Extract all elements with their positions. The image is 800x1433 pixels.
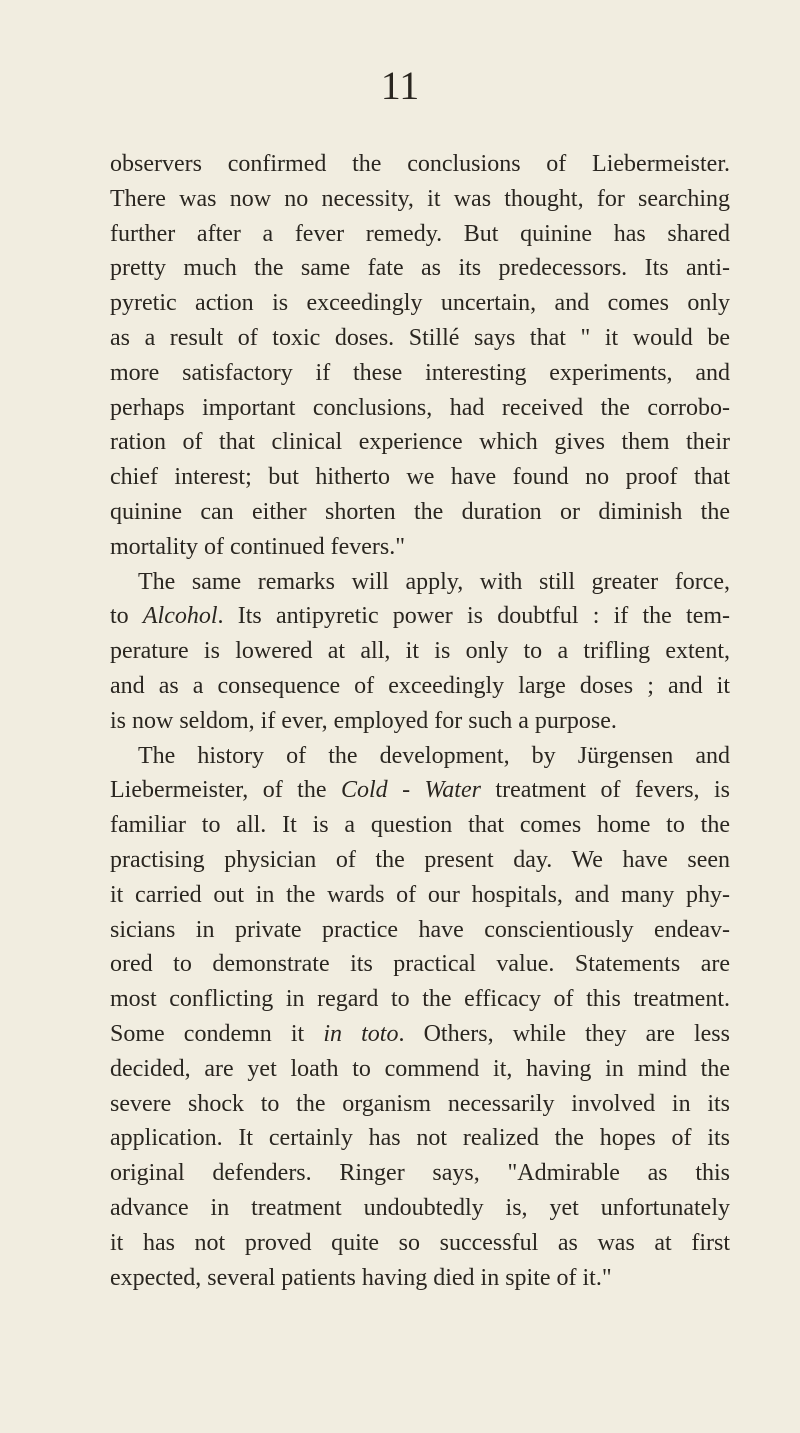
text-line: it has not proved quite so successful as was at first [110, 1229, 730, 1256]
text-line: and as a consequence of exceedingly large doses ; and it [110, 672, 730, 699]
text-line: The history of the development, by Jürgensen and [138, 742, 730, 769]
text-line: familiar to all. It is a question that comes home to the [110, 812, 730, 839]
text-line: observers confirmed the conclusions of Liebermeister. [110, 151, 730, 177]
text-line: is now seldom, if ever, employed for such a purpose. [110, 707, 617, 734]
text-line: pretty much the same fate as its predecessors. Its anti- [110, 255, 730, 282]
text-line: advance in treatment undoubtedly is, yet unfortunately [110, 1194, 730, 1221]
text-line: chief interest; but hitherto we have found no proof that [110, 464, 730, 491]
page-number: 11 [380, 63, 420, 108]
text-line: The same remarks will apply, with still greater force, [138, 568, 730, 595]
text-line: Some condemn it in toto. Others, while they are less [110, 1020, 730, 1047]
text-line: most conflicting in regard to the efficacy of this treatment. [110, 986, 730, 1013]
text-line: ration of that clinical experience which gives them their [110, 429, 730, 456]
text-line: practising physician of the present day. We have seen [110, 846, 730, 873]
text-line: severe shock to the organism necessarily involved in its [110, 1090, 730, 1117]
text-line: perature is lowered at all, it is only to a trifling extent, [110, 638, 730, 665]
text-line: There was now no necessity, it was thought, for searching [110, 185, 730, 212]
text-line: further after a fever remedy. But quinine has shared [110, 220, 730, 247]
text-line: application. It certainly has not realized the hopes of its [110, 1125, 730, 1152]
text-line: sicians in private practice have conscientiously endeav- [110, 916, 730, 943]
text-line: as a result of toxic doses. Stillé says that " it would be [110, 324, 730, 351]
text-line: original defenders. Ringer says, "Admirable as this [110, 1160, 730, 1187]
text-line: perhaps important conclusions, had received the corrobo- [110, 394, 730, 421]
text-line: it carried out in the wards of our hospitals, and many phy- [110, 881, 730, 908]
text-line: expected, several patients having died in spite of it." [110, 1264, 612, 1291]
text-line: pyretic action is exceedingly uncertain, and comes only [110, 290, 730, 317]
text-line: Liebermeister, of the Cold - Water treatment of fevers, is [110, 777, 730, 804]
text-line: ored to demonstrate its practical value. Statements are [110, 951, 730, 978]
text-line: quinine can either shorten the duration or diminish the [110, 498, 730, 525]
text-line: mortality of continued fevers." [110, 533, 406, 560]
body-text [110, 147, 730, 1295]
text-line: to Alcohol. Its antipyretic power is doubtful : if the tem- [110, 603, 731, 630]
text-line: decided, are yet loath to commend it, having in mind the [110, 1055, 730, 1082]
text-line: more satisfactory if these interesting experiments, and [110, 359, 730, 386]
